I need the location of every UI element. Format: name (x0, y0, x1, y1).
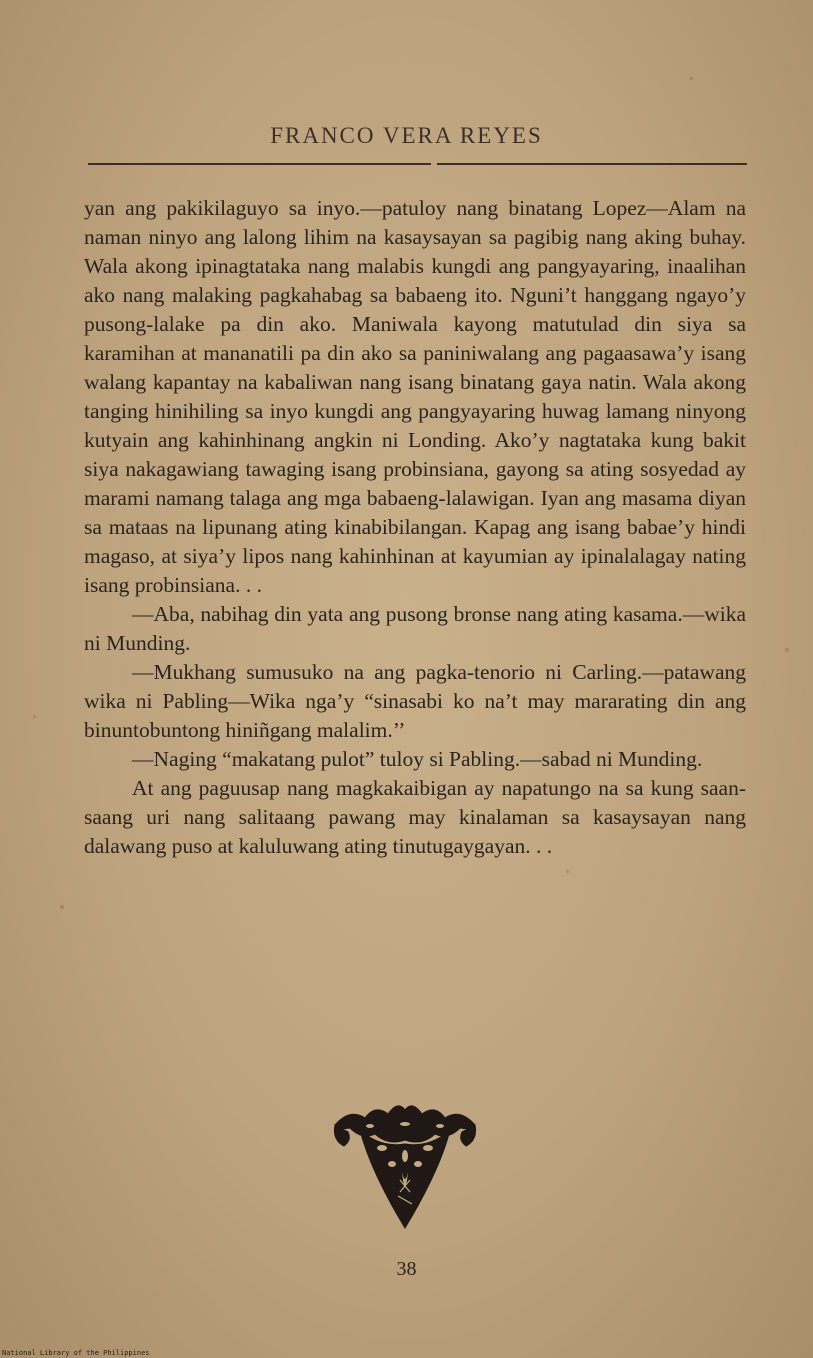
paragraph: —Aba, nabihag din yata ang pusong bronse nang ating kasama.—wika ni Munding. (84, 602, 746, 655)
paragraph: yan ang pakikilaguyo sa inyo.—patuloy nang binatang Lopez—Alam na naman ninyo ang lalong lihim na kasaysayan sa pagibig nang aking buhay. Wala akong ipinagtataka nang malabis kungdi ang pangyayaring, inaalihan ako nang malaking pagkahabag sa babaeng ito. Nguni’t hanggang ngayo’y pusong-lalake pa din ako. Maniwala kayong matutulad din siya sa karamihan at mananatili pa din ako sa paniniwalang ang pagaasawa’y isang walang kapantay na kabaliwan nang isang binatang gaya natin. Wala akong tanging hinihiling sa inyo kungdi ang pangyayaring huwag lamang ninyong kutyain ang kahinhinang angkin ni Londing. Ako’y nagtataka kung bakit siya nakagawiang tawaging isang probinsiana, gayong sa ating sosyedad ay marami namang talaga ang mga babaeng-lalawigan. Iyan ang masama diyan sa mataas na lipunang ating kinabibilangan. Kapag ang isang babae’y hindi magaso, at siya’y lipos nang kahinhinan at kayumian ay ipinalalagay nating isang probinsiana. . . (84, 196, 746, 597)
paragraph: At ang paguusap nang magkakaibigan ay napatungo na sa kung saan-saang uri nang salitaang pawang may kinalaman sa kasaysayan nang dalawang puso at kaluluwang ating tinutugaygayan. . . (84, 776, 746, 858)
library-credit: National Library of the Philippines (2, 1349, 150, 1357)
header-rule-right (437, 163, 747, 165)
header-rule-left (88, 163, 431, 165)
paragraph: —Mukhang sumusuko na ang pagka-tenorio ni Carling.—patawang wika ni Pabling—Wika nga’y “sinasabi ko na’t may mararating din ang binuntobuntong hiniñgang malalim.’’ (84, 660, 746, 742)
paragraph: —Naging “makatang pulot” tuloy si Pabling.—sabad ni Munding. (132, 747, 703, 771)
running-title: FRANCO VERA REYES (270, 123, 543, 148)
page-number: 38 (396, 1258, 417, 1280)
floral-ornament-icon (330, 1100, 480, 1230)
body-text (84, 194, 746, 861)
